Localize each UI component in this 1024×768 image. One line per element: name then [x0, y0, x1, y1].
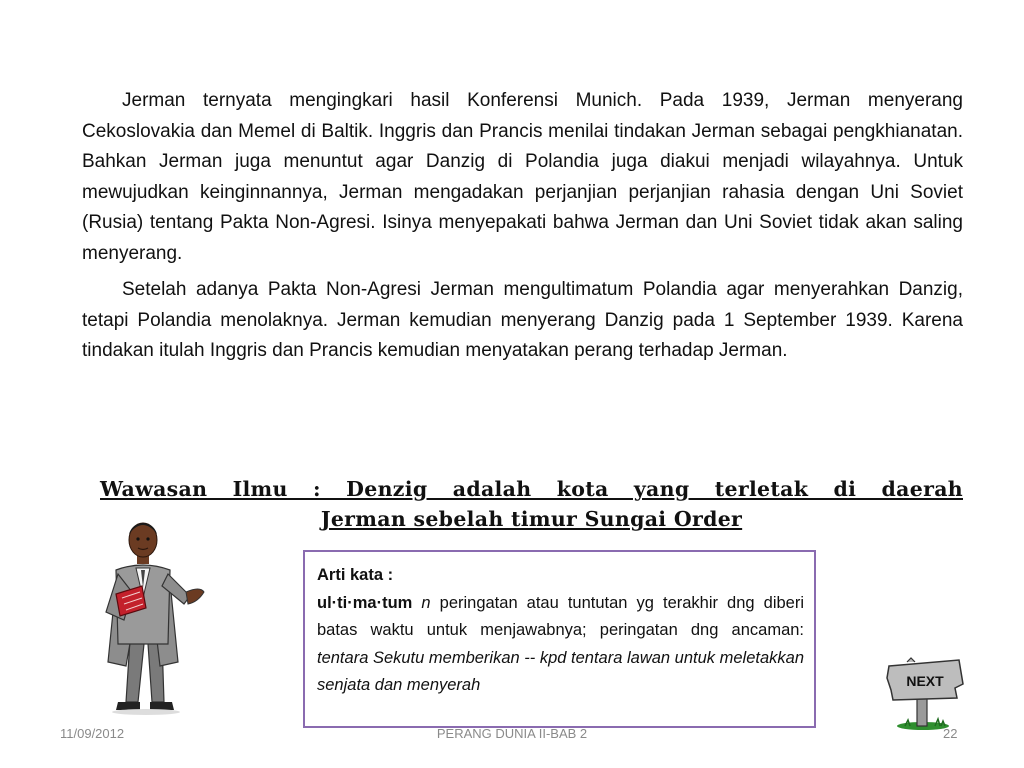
insight-line-2: Jerman sebelah timur Sungai Order — [320, 507, 743, 531]
glossary-part-of-speech: n — [421, 593, 431, 612]
footer-title: PERANG DUNIA II-BAB 2 — [436, 726, 588, 741]
footer-page-number: 22 — [943, 726, 958, 741]
paragraph-1: Jerman ternyata mengingkari hasil Konferensi Munich. Pada 1939, Jerman menyerang Cekoslovakia dan Memel di Baltik. Inggris dan Prancis menilai tindakan Jerman sebagai pengkhianatan. Bahkan Jerman juga menuntut agar Danzig di Polandia juga diakui menjadi wilayahnya. Untuk mewujudkan keinginnannya, Jerman mengadakan perjanjian perjanjian rahasia dengan Uni Soviet (Rusia) tentang Pakta Non-Agresi. Isinya menyepakati bahwa Jerman dan Uni Soviet tidak akan saling menyerang. — [82, 90, 963, 264]
glossary-term: ul·ti·ma·tum — [317, 593, 413, 612]
body-text — [82, 86, 963, 373]
footer-date: 11/09/2012 — [60, 726, 125, 741]
glossary-box — [303, 550, 816, 728]
signpost-icon — [887, 658, 963, 730]
glossary-title: Arti kata : — [317, 566, 394, 584]
next-label: NEXT — [906, 673, 944, 689]
glossary-definition — [317, 590, 804, 700]
teacher-reading-illustration — [86, 512, 216, 718]
glossary-meaning: peringatan atau tuntutan yg terakhir dng diberi batas waktu untuk menjawabnya; peringatan dng ancaman: — [317, 593, 804, 639]
paragraph-2: Setelah adanya Pakta Non-Agresi Jerman mengultimatum Polandia agar menyerahkan Danzig, tetapi Polandia menolaknya. Jerman kemudian menyerang Danzig pada 1 September 1939. Karena tindakan itulah Inggris dan Prancis kemudian menyatakan perang terhadap Jerman. — [82, 279, 963, 361]
next-signpost-button[interactable] — [885, 656, 967, 732]
glossary-example: tentara Sekutu memberikan -- kpd tentara lawan untuk meletakkan senjata dan menyerah — [317, 648, 805, 694]
insight-note — [100, 474, 963, 534]
insight-line-1: Wawasan Ilmu : Denzig adalah kota yang terletak di daerah — [100, 477, 963, 501]
